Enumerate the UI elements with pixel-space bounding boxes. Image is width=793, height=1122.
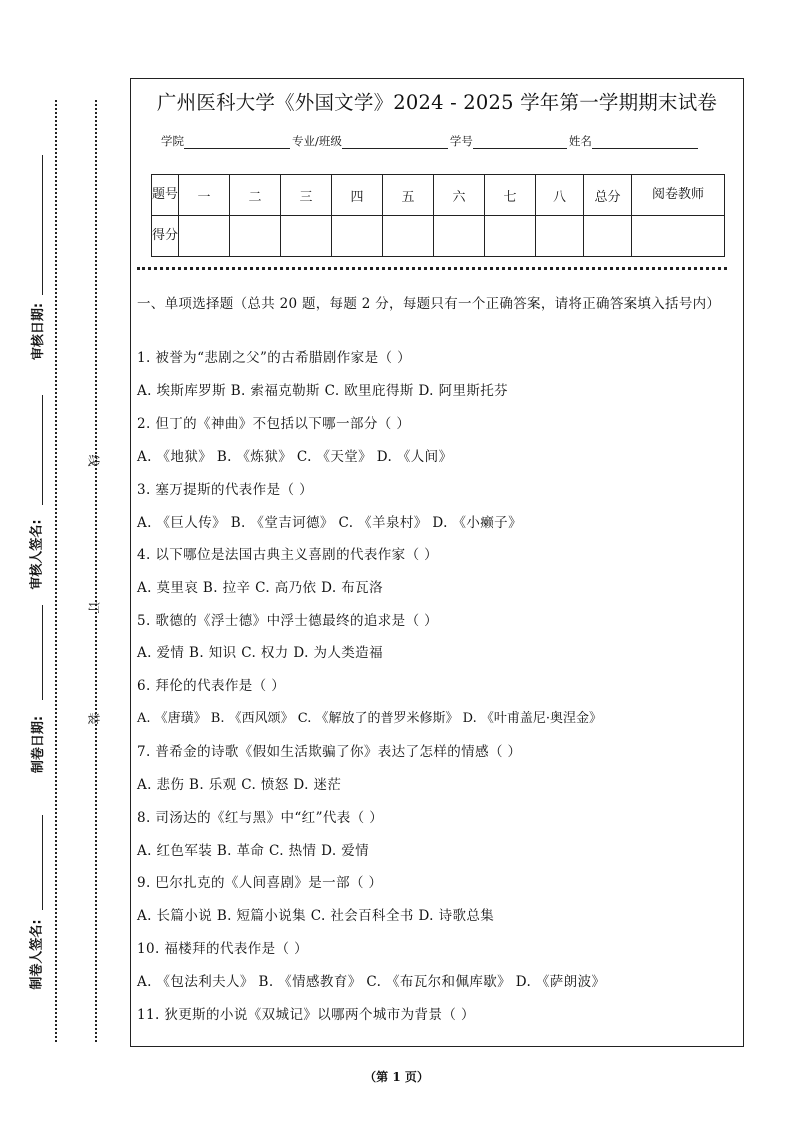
signature-line-2 (42, 395, 43, 505)
question-10: 10. 福楼拜的代表作是（ ） (137, 941, 309, 957)
score-cell[interactable] (179, 216, 230, 257)
options-10: A. 《包法利夫人》 B. 《情感教育》 C. 《布瓦尔和佩库歇》 D. 《萨朗波》 (137, 974, 606, 990)
score-cell[interactable] (332, 216, 383, 257)
question-8: 8. 司汤达的《红与黑》中“红”代表（ ） (137, 810, 384, 826)
col-grader: 阅卷教师 (632, 175, 725, 216)
paper-date-label: 制卷日期: (31, 715, 47, 774)
score-cell[interactable] (536, 216, 584, 257)
reviewer-signature-label: 审核人签名: (29, 519, 45, 590)
col-4: 四 (332, 175, 383, 216)
signature-line-3 (42, 605, 43, 700)
college-label: 学院 (161, 134, 184, 148)
question-7: 7. 普希金的诗歌《假如生活欺骗了你》表达了怎样的情感（ ） (137, 744, 522, 760)
signature-line-1 (42, 155, 43, 295)
name-label: 姓名 (568, 134, 592, 148)
student-info-row (161, 133, 700, 149)
major-class-blank[interactable] (342, 136, 448, 149)
score-table (151, 174, 725, 257)
student-id-label: 学号 (449, 134, 473, 148)
options-2: A. 《地狱》 B. 《炼狱》 C. 《天堂》 D. 《人间》 (137, 449, 453, 465)
college-blank[interactable] (184, 136, 290, 149)
options-6: A. 《唐璜》 B. 《西风颂》 C. 《解放了的普罗米修斯》 D. 《叶甫盖尼·奥涅金》 (137, 711, 602, 726)
question-2: 2. 但丁的《神曲》不包括以下哪一部分（ ） (137, 416, 411, 432)
score-cell[interactable] (281, 216, 332, 257)
score-table-header-row (152, 175, 725, 216)
score-cell[interactable] (434, 216, 485, 257)
question-1: 1. 被誉为“悲剧之父”的古希腊剧作家是（ ） (137, 350, 411, 366)
binding-mark-ding: 订 (86, 601, 101, 614)
col-7: 七 (485, 175, 536, 216)
dotted-separator (137, 267, 727, 270)
score-cell[interactable] (584, 216, 632, 257)
col-total: 总分 (584, 175, 632, 216)
col-6: 六 (434, 175, 485, 216)
col-5: 五 (383, 175, 434, 216)
score-label-cell: 得分 (152, 216, 179, 257)
options-9: A. 长篇小说 B. 短篇小说集 C. 社会百科全书 D. 诗歌总集 (137, 908, 495, 924)
paper-maker-signature-label: 制卷人签名: (29, 919, 45, 990)
col-2: 二 (230, 175, 281, 216)
options-5: A. 爱情 B. 知识 C. 权力 D. 为人类造福 (137, 645, 383, 661)
score-cell[interactable] (485, 216, 536, 257)
major-class-label: 专业/班级 (292, 134, 342, 148)
options-3: A. 《巨人传》 B. 《堂吉诃德》 C. 《羊泉村》 D. 《小癞子》 (137, 515, 522, 531)
page-number: （第 1 页） (364, 1070, 429, 1084)
section-heading: 一、单项选择题（总共 20 题，每题 2 分，每题只有一个正确答案，请将正确答案填入括号内） (137, 296, 721, 312)
name-blank[interactable] (592, 136, 698, 149)
student-id-blank[interactable] (473, 136, 567, 149)
col-1: 一 (179, 175, 230, 216)
binding-mark-zhuang: 装 (86, 712, 101, 725)
question-5: 5. 歌德的《浮士德》中浮士德最终的追求是（ ） (137, 613, 439, 629)
options-8: A. 红色军装 B. 革命 C. 热情 D. 爱情 (137, 843, 370, 859)
outer-dotted-line (55, 100, 57, 1042)
options-1: A. 埃斯库罗斯 B. 索福克勒斯 C. 欧里庇得斯 D. 阿里斯托芬 (137, 383, 509, 399)
question-9: 9. 巴尔扎克的《人间喜剧》是一部（ ） (137, 875, 383, 891)
col-8: 八 (536, 175, 584, 216)
question-3: 3. 塞万提斯的代表作是（ ） (137, 482, 313, 498)
signature-line-4 (42, 815, 43, 910)
score-cell[interactable] (383, 216, 434, 257)
score-cell[interactable] (632, 216, 725, 257)
review-date-label: 审核日期: (31, 302, 47, 361)
header-label-cell: 题号 (152, 175, 179, 216)
binding-mark-xian: 线 (86, 454, 101, 467)
score-cell[interactable] (230, 216, 281, 257)
score-table-score-row (152, 216, 725, 257)
col-3: 三 (281, 175, 332, 216)
options-4: A. 莫里哀 B. 拉辛 C. 高乃依 D. 布瓦洛 (137, 580, 383, 596)
question-6: 6. 拜伦的代表作是（ ） (137, 678, 286, 694)
exam-title: 广州医科大学《外国文学》2024 - 2025 学年第一学期期末试卷 (156, 91, 718, 114)
exam-frame (130, 78, 744, 1047)
inner-dotted-line (95, 100, 97, 1042)
question-11: 11. 狄更斯的小说《双城记》以哪两个城市为背景（ ） (137, 1007, 475, 1023)
question-4: 4. 以下哪位是法国古典主义喜剧的代表作家（ ） (137, 547, 439, 563)
options-7: A. 悲伤 B. 乐观 C. 愤怒 D. 迷茫 (137, 777, 342, 793)
